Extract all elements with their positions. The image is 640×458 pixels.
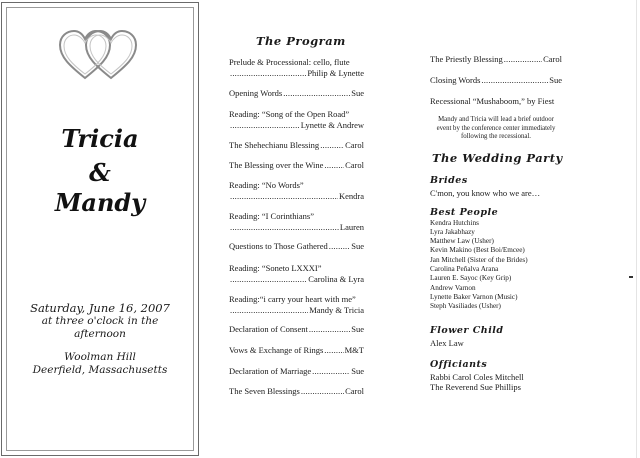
- program-item-performer: M&T: [344, 345, 364, 355]
- list-item: Lyra Jakabhazy: [430, 227, 475, 236]
- program-item-performer: Sue: [351, 88, 364, 98]
- program-item-label: Reading: “Soneto LXXXI”: [229, 263, 322, 273]
- program-item-label: Vows & Exchange of Rings: [229, 345, 324, 355]
- program-item-performer: Lauren: [339, 221, 364, 232]
- list-item: Jan Mitchell (Sister of the Brides): [430, 255, 528, 264]
- program-title: The Program: [256, 34, 346, 48]
- venue-block: [13, 351, 187, 377]
- list-item: Rabbi Carol Coles Mitchell: [430, 371, 524, 382]
- program-item-label: Reading: “I Corinthians”: [229, 211, 314, 221]
- program-item: [229, 109, 364, 130]
- officiants-heading: Officiants: [430, 359, 488, 370]
- program-item: [229, 57, 364, 78]
- program-item-label: Prelude & Processional: cello, flute: [229, 57, 350, 67]
- brides-text: C'mon, you know who we are…: [430, 187, 541, 198]
- brides-section: [430, 176, 562, 198]
- program-item-performer: Sue: [549, 75, 562, 85]
- program-item: [229, 140, 364, 151]
- cover-inner-border: [6, 7, 194, 451]
- program-item-performer: Carolina & Lyra: [308, 273, 364, 284]
- program-item: [229, 324, 364, 335]
- officiants-list: [430, 372, 562, 393]
- program-item: [229, 180, 364, 201]
- list-item: Kevin Makino (Best Boi/Emcee): [430, 246, 525, 255]
- program-item-performer: Sue: [351, 241, 364, 251]
- program-item: [229, 88, 364, 99]
- ampersand: &: [89, 158, 111, 187]
- program-item-label: The Priestly Blessing: [430, 54, 503, 64]
- officiants-section: [430, 360, 562, 393]
- program-item-performer: Sue: [351, 324, 364, 334]
- program-item-performer: Mandy & Tricia: [309, 304, 364, 315]
- scan-mark: [629, 276, 633, 278]
- program-item-label: The Blessing over the Wine: [229, 160, 324, 170]
- program-item-performer: Carol: [345, 140, 364, 150]
- best-people-list: [430, 219, 562, 312]
- bride-name-1: Tricia: [61, 124, 139, 153]
- program-item-label: The Shehechianu Blessing: [229, 140, 320, 150]
- bride-name-2: Mandy: [54, 188, 146, 217]
- flower-child-name: Alex Law: [430, 337, 464, 348]
- program-item: [229, 386, 364, 397]
- flower-child-section: [430, 326, 562, 348]
- program-item: [430, 54, 562, 65]
- recessional: Recessional “Mushaboom,” by Fiest: [430, 96, 555, 106]
- program-item-performer: Philip & Lynette: [307, 67, 364, 78]
- list-item: Kendra Hutchins: [430, 218, 479, 227]
- program-item-label: Declaration of Consent: [229, 324, 308, 334]
- list-item: Carolina Peñalva Arana: [430, 264, 499, 273]
- recessional-note: [430, 116, 562, 142]
- list-item: Lauren E. Sayoc (Key Grip): [430, 274, 512, 283]
- page-edge-divider: [636, 0, 637, 458]
- time-line: at three o'clock in the: [41, 315, 159, 327]
- list-item: Andrew Varnon: [430, 283, 476, 292]
- program-item-label: Opening Words: [229, 88, 283, 98]
- program-item-label: Reading: “No Words”: [229, 180, 304, 190]
- program-item-label: Questions to Those Gathered: [229, 241, 328, 251]
- time-line-2: afternoon: [74, 328, 126, 340]
- flower-child-heading: Flower Child: [430, 325, 504, 336]
- program-item: [229, 345, 364, 356]
- program-item-label: Reading:“i carry your heart with me”: [229, 294, 356, 304]
- list-item: The Reverend Sue Phillips: [430, 382, 521, 392]
- program-item: [229, 263, 364, 284]
- program-item-performer: Kendra: [338, 190, 364, 201]
- best-people-section: [430, 208, 562, 311]
- list-item: Steph Vasiliades (Usher): [430, 302, 501, 311]
- venue-location: Deerfield, Massachusetts: [32, 364, 168, 376]
- program-item-performer: Sue: [351, 366, 364, 376]
- program-item-label: Declaration of Marriage: [229, 366, 312, 376]
- program-item: [229, 160, 364, 171]
- program-item: [229, 211, 364, 232]
- program-item-label: Reading: “Song of the Open Road”: [229, 109, 350, 119]
- best-people-heading: Best People: [430, 207, 499, 218]
- date-block: [13, 302, 187, 341]
- note-line: event by the conference center immediately: [436, 124, 556, 132]
- program-item-label: The Seven Blessings: [229, 386, 300, 396]
- brides-heading: Brides: [430, 175, 468, 186]
- program-item: [229, 366, 364, 377]
- cover-panel: [1, 2, 199, 456]
- list-item: Matthew Law (Usher): [430, 237, 494, 246]
- venue-name: Woolman Hill: [64, 351, 136, 363]
- note-line: Mandy and Tricia will lead a brief outdoor: [438, 116, 554, 123]
- wedding-party-title: The Wedding Party: [432, 151, 563, 165]
- program-item-performer: Carol: [543, 54, 562, 64]
- two-hearts-icon: [58, 30, 138, 82]
- program-item: [430, 75, 562, 86]
- program-item-performer: Carol: [345, 160, 364, 170]
- program-item-performer: Carol: [345, 386, 364, 396]
- program-item-performer: Lynette & Andrew: [300, 119, 364, 130]
- note-line: following the recessional.: [460, 133, 532, 140]
- list-item: Lynette Baker Varnon (Music): [430, 292, 518, 301]
- program-item-label: Closing Words: [430, 75, 481, 85]
- date-line: Saturday, June 16, 2007: [30, 301, 170, 315]
- program-item: [229, 294, 364, 315]
- program-item: [229, 241, 364, 252]
